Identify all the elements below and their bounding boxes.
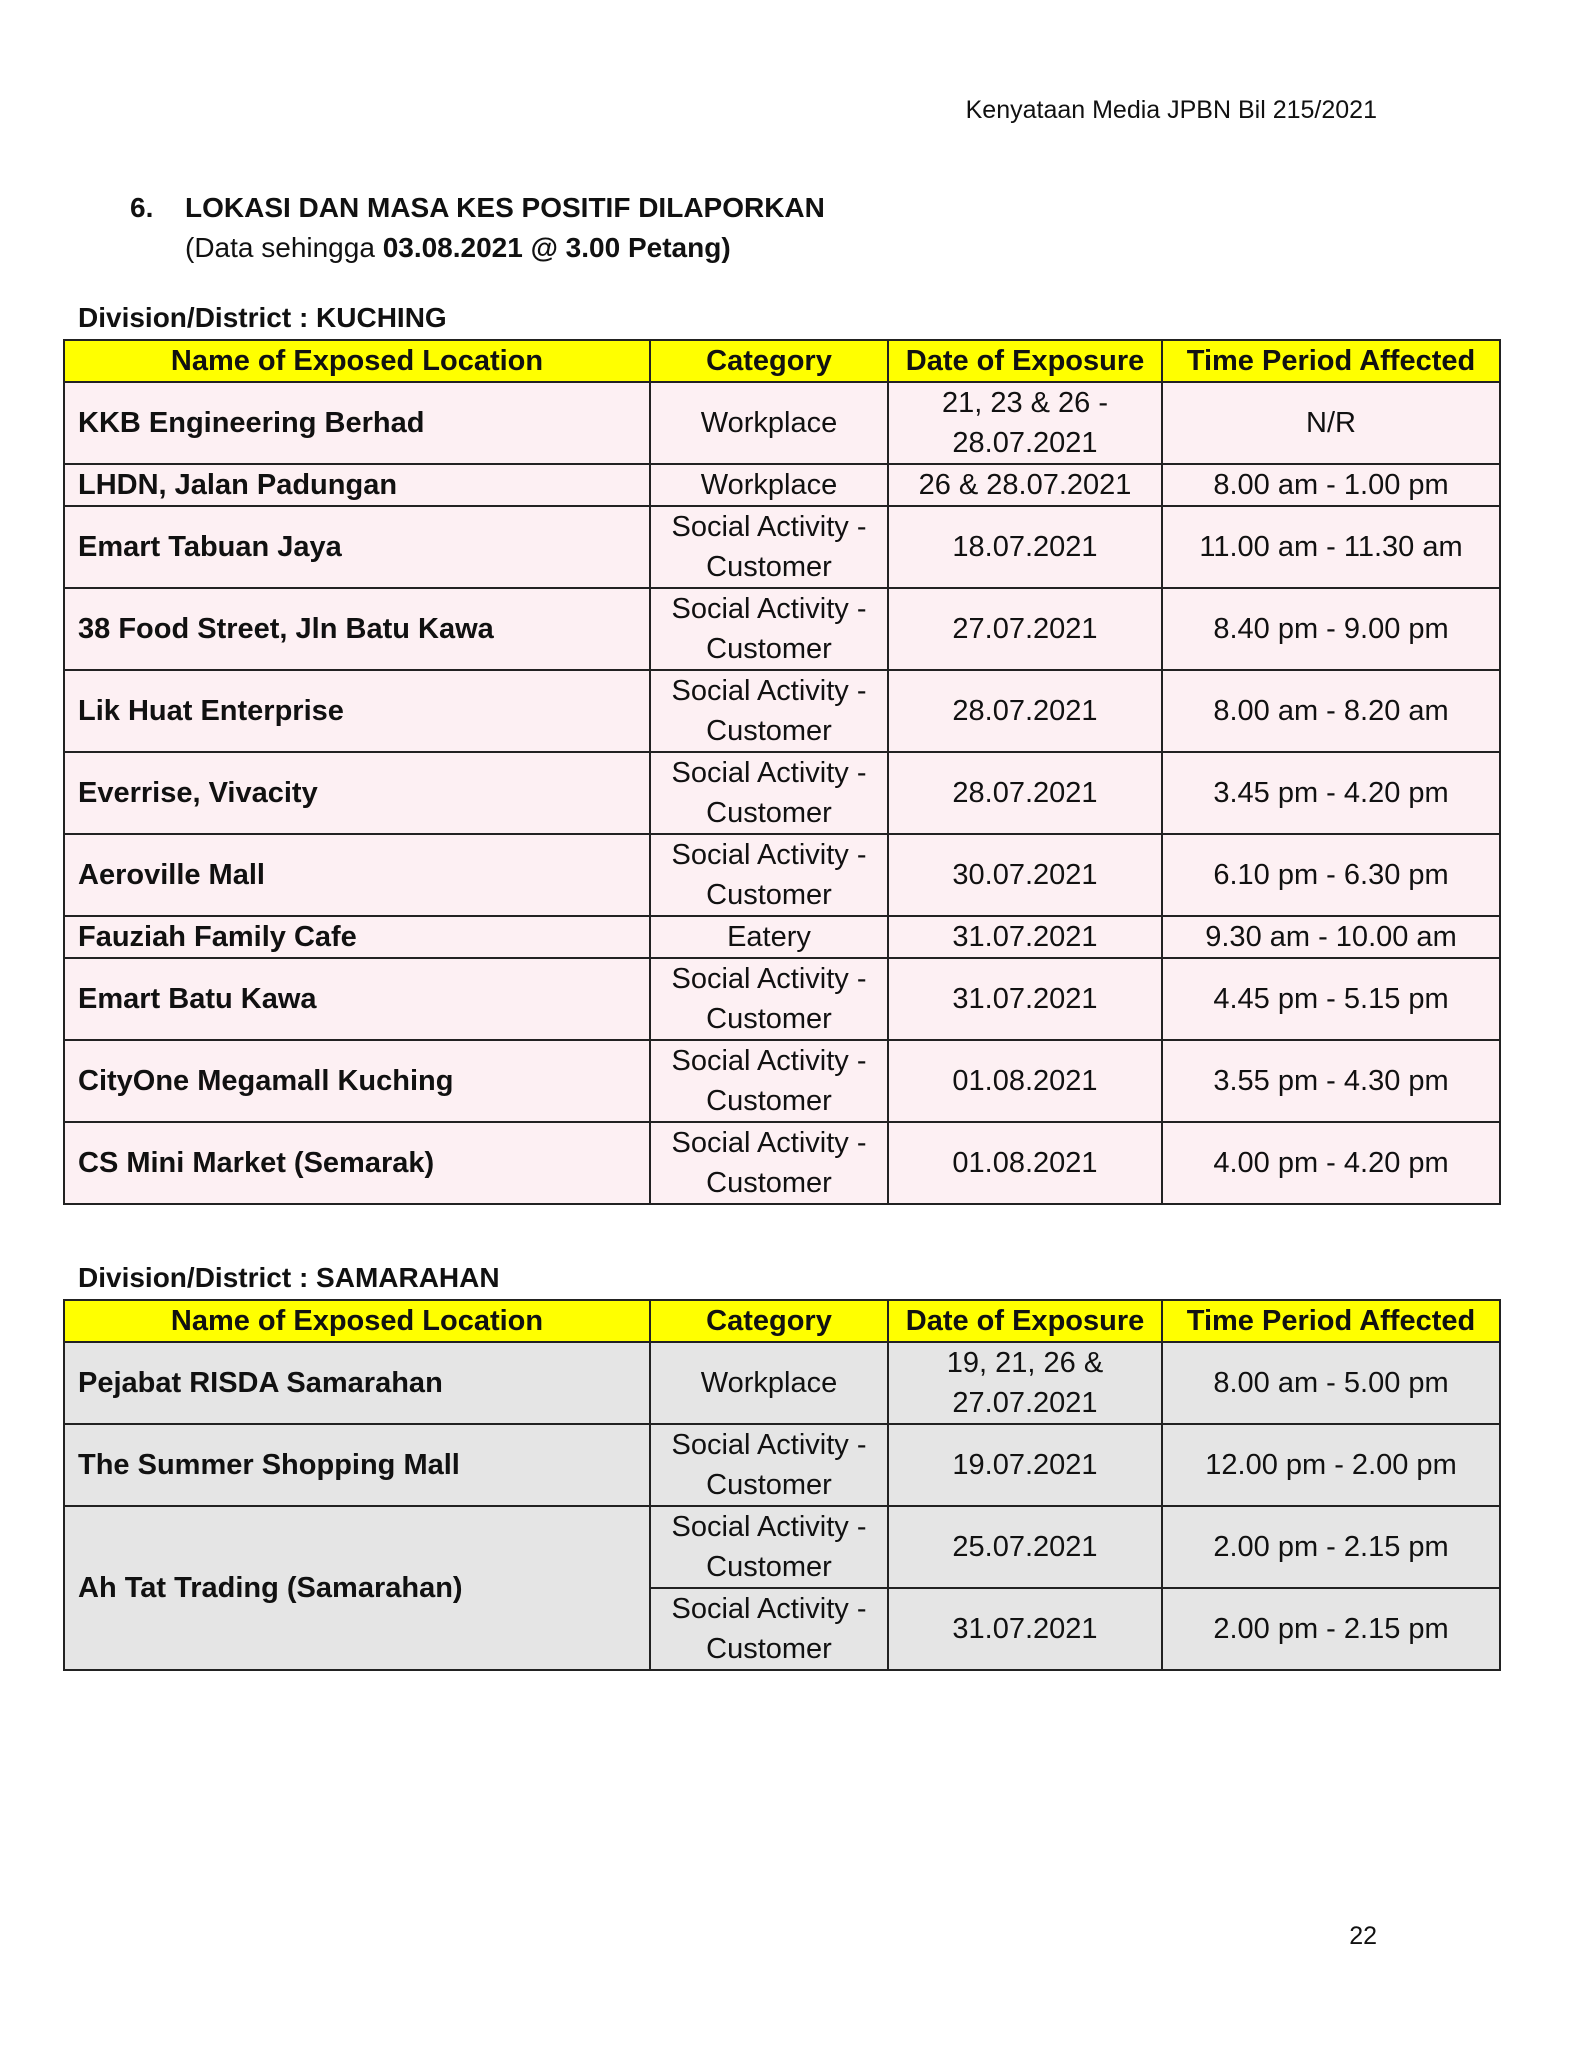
category-cell: Social Activity - Customer <box>650 1040 888 1122</box>
column-header-time: Time Period Affected <box>1162 1300 1500 1342</box>
date-cell: 31.07.2021 <box>888 916 1162 958</box>
location-cell: CityOne Megamall Kuching <box>64 1040 650 1122</box>
time-cell: 4.45 pm - 5.15 pm <box>1162 958 1500 1040</box>
location-cell: Emart Batu Kawa <box>64 958 650 1040</box>
table-row <box>64 1122 1500 1204</box>
date-cell: 25.07.2021 <box>888 1506 1162 1588</box>
category-cell: Eatery <box>650 916 888 958</box>
table-row <box>64 958 1500 1040</box>
time-cell: 4.00 pm - 4.20 pm <box>1162 1122 1500 1204</box>
division-label-kuching: Division/District : KUCHING <box>78 302 447 333</box>
location-cell: The Summer Shopping Mall <box>64 1424 650 1506</box>
time-cell: N/R <box>1162 382 1500 464</box>
time-cell: 3.45 pm - 4.20 pm <box>1162 752 1500 834</box>
date-cell: 30.07.2021 <box>888 834 1162 916</box>
subtitle-date: 03.08.2021 @ 3.00 Petang) <box>382 232 731 263</box>
location-cell: Aeroville Mall <box>64 834 650 916</box>
table-header-row <box>64 1300 1500 1342</box>
column-header-category: Category <box>650 1300 888 1342</box>
date-cell: 01.08.2021 <box>888 1122 1162 1204</box>
date-cell: 01.08.2021 <box>888 1040 1162 1122</box>
table-row <box>64 834 1500 916</box>
column-header-time: Time Period Affected <box>1162 340 1500 382</box>
table-row <box>64 382 1500 464</box>
time-cell: 12.00 pm - 2.00 pm <box>1162 1424 1500 1506</box>
exposure-table-samarahan <box>63 1299 1501 1671</box>
category-cell: Social Activity - Customer <box>650 752 888 834</box>
time-cell: 6.10 pm - 6.30 pm <box>1162 834 1500 916</box>
time-cell: 9.30 am - 10.00 am <box>1162 916 1500 958</box>
time-cell: 8.00 am - 1.00 pm <box>1162 464 1500 506</box>
column-header-date: Date of Exposure <box>888 1300 1162 1342</box>
location-cell: KKB Engineering Berhad <box>64 382 650 464</box>
category-cell: Social Activity - Customer <box>650 1122 888 1204</box>
column-header-category: Category <box>650 340 888 382</box>
table-row <box>64 464 1500 506</box>
category-cell: Social Activity - Customer <box>650 958 888 1040</box>
category-cell: Social Activity - Customer <box>650 670 888 752</box>
date-cell: 28.07.2021 <box>888 752 1162 834</box>
date-cell: 27.07.2021 <box>888 588 1162 670</box>
date-cell: 31.07.2021 <box>888 958 1162 1040</box>
table-row <box>64 506 1500 588</box>
category-cell: Social Activity - Customer <box>650 588 888 670</box>
table-row <box>64 588 1500 670</box>
category-cell: Social Activity - Customer <box>650 834 888 916</box>
table-row <box>64 752 1500 834</box>
section-subtitle <box>185 232 731 264</box>
exposure-table-kuching <box>63 339 1501 1205</box>
date-cell: 21, 23 & 26 - 28.07.2021 <box>888 382 1162 464</box>
table-row <box>64 1342 1500 1424</box>
category-cell: Social Activity - Customer <box>650 506 888 588</box>
category-cell: Workplace <box>650 1342 888 1424</box>
column-header-location: Name of Exposed Location <box>64 1300 650 1342</box>
category-cell: Workplace <box>650 382 888 464</box>
date-cell: 26 & 28.07.2021 <box>888 464 1162 506</box>
table-header-row <box>64 340 1500 382</box>
date-cell: 19, 21, 26 & 27.07.2021 <box>888 1342 1162 1424</box>
category-cell: Workplace <box>650 464 888 506</box>
time-cell: 8.40 pm - 9.00 pm <box>1162 588 1500 670</box>
section-title: LOKASI DAN MASA KES POSITIF DILAPORKAN <box>185 192 825 223</box>
time-cell: 11.00 am - 11.30 am <box>1162 506 1500 588</box>
section-number: 6. <box>130 192 154 223</box>
location-cell: Emart Tabuan Jaya <box>64 506 650 588</box>
time-cell: 8.00 am - 5.00 pm <box>1162 1342 1500 1424</box>
location-cell: Lik Huat Enterprise <box>64 670 650 752</box>
location-cell: Pejabat RISDA Samarahan <box>64 1342 650 1424</box>
category-cell: Social Activity - Customer <box>650 1588 888 1670</box>
location-cell: 38 Food Street, Jln Batu Kawa <box>64 588 650 670</box>
location-cell: Fauziah Family Cafe <box>64 916 650 958</box>
location-cell: Ah Tat Trading (Samarahan) <box>64 1506 650 1670</box>
date-cell: 18.07.2021 <box>888 506 1162 588</box>
time-cell: 3.55 pm - 4.30 pm <box>1162 1040 1500 1122</box>
document-reference: Kenyataan Media JPBN Bil 215/2021 <box>965 96 1377 124</box>
column-header-location: Name of Exposed Location <box>64 340 650 382</box>
date-cell: 28.07.2021 <box>888 670 1162 752</box>
page-number: 22 <box>1349 1922 1377 1950</box>
time-cell: 8.00 am - 8.20 am <box>1162 670 1500 752</box>
table-row <box>64 1506 1500 1588</box>
time-cell: 2.00 pm - 2.15 pm <box>1162 1588 1500 1670</box>
location-cell: Everrise, Vivacity <box>64 752 650 834</box>
table-row <box>64 1424 1500 1506</box>
date-cell: 19.07.2021 <box>888 1424 1162 1506</box>
division-label-samarahan: Division/District : SAMARAHAN <box>78 1262 500 1293</box>
category-cell: Social Activity - Customer <box>650 1506 888 1588</box>
date-cell: 31.07.2021 <box>888 1588 1162 1670</box>
location-cell: CS Mini Market (Semarak) <box>64 1122 650 1204</box>
table-row <box>64 670 1500 752</box>
table-row <box>64 1040 1500 1122</box>
location-cell: LHDN, Jalan Padungan <box>64 464 650 506</box>
table-row <box>64 916 1500 958</box>
time-cell: 2.00 pm - 2.15 pm <box>1162 1506 1500 1588</box>
category-cell: Social Activity - Customer <box>650 1424 888 1506</box>
column-header-date: Date of Exposure <box>888 340 1162 382</box>
subtitle-prefix: (Data sehingga <box>185 232 383 263</box>
